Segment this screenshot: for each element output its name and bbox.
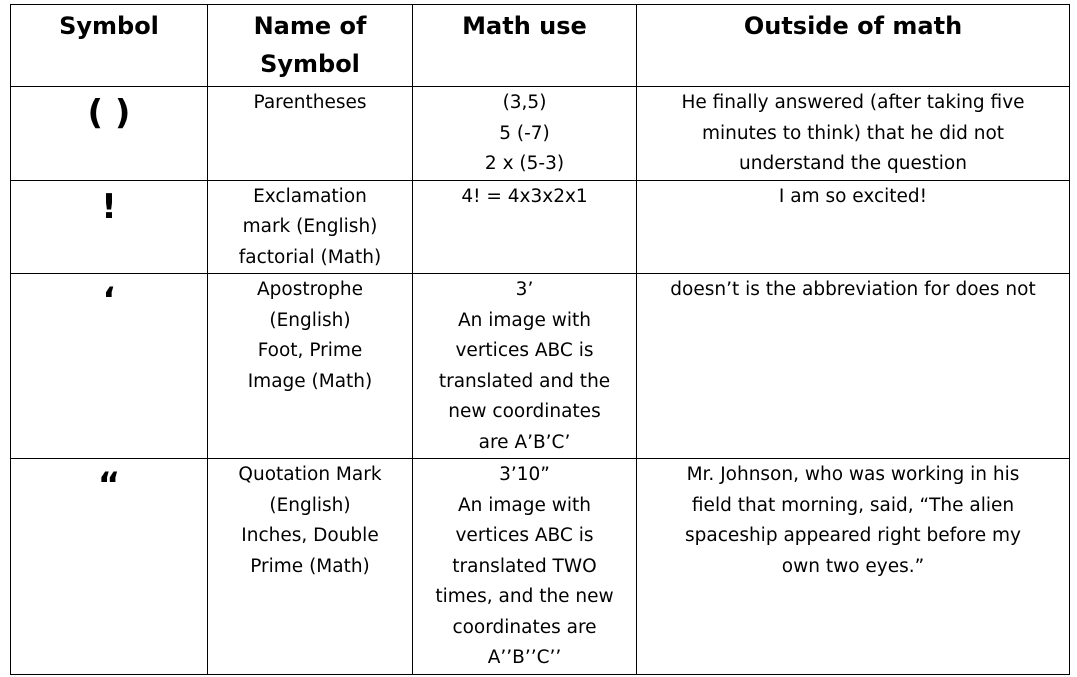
symbol-glyph: ! (101, 186, 117, 227)
name-cell (208, 274, 413, 459)
header-name-of-symbol-text: Name of Symbol (253, 12, 367, 78)
outside-math-cell (637, 274, 1070, 459)
header-symbol (11, 5, 208, 87)
math-use-line: 4! = 4x3x2x1 (461, 185, 588, 207)
math-use-line: times, and the new (435, 586, 614, 607)
math-use-line: 3’ (515, 279, 534, 300)
name-line: (English) (269, 494, 351, 516)
symbol-glyph: ‘ (102, 280, 116, 320)
name-cell (208, 180, 413, 274)
name-cell (208, 459, 413, 675)
name-line: Foot, Prime (257, 340, 363, 361)
header-name-of-symbol (208, 5, 413, 87)
math-use-line: coordinates are (452, 616, 597, 638)
name-line: Prime (Math) (250, 555, 370, 577)
name-line: Exclamation (253, 185, 367, 207)
math-use-line: An image with (457, 494, 591, 516)
name-line: mark (English) (242, 216, 378, 237)
outside-math-line: doesn’t is the abbreviation for does not (670, 279, 1036, 300)
header-outside-of-math-text: Outside of math (743, 12, 963, 40)
math-use-line: 2 x (5-3) (484, 153, 565, 174)
symbols-table (10, 4, 1070, 675)
math-use-line: (3,5) (502, 92, 547, 113)
math-use-line: new coordinates (448, 401, 601, 422)
header-outside-of-math (637, 5, 1070, 87)
symbol-cell (11, 87, 208, 181)
math-use-line: A’’B’’C’’ (487, 647, 562, 668)
math-use-line: translated TWO (452, 555, 597, 577)
header-math-use (413, 5, 637, 87)
symbol-cell (11, 180, 208, 274)
outside-math-line: spaceship appeared right before my (685, 525, 1021, 546)
outside-math-cell (637, 459, 1070, 675)
name-line: factorial (Math) (238, 246, 382, 268)
table-row (11, 87, 1070, 181)
outside-math-cell (637, 180, 1070, 274)
name-line: Image (Math) (247, 370, 373, 392)
math-use-line: 3’10” (499, 464, 550, 485)
outside-math-line: Mr. Johnson, who was working in his (686, 464, 1020, 485)
name-line: (English) (269, 309, 351, 331)
outside-math-line: field that morning, said, “The alien (691, 494, 1015, 516)
outside-math-line: understand the question (739, 153, 967, 174)
table-header-row (11, 5, 1070, 87)
math-use-cell (413, 87, 637, 181)
outside-math-line: I am so excited! (778, 185, 928, 207)
math-use-cell (413, 459, 637, 675)
math-use-line: are A’B’C’ (478, 431, 571, 453)
name-line: Parentheses (253, 92, 367, 113)
table-row (11, 459, 1070, 675)
math-use-line: translated and the (438, 370, 611, 392)
outside-math-line: He finally answered (after taking five (681, 92, 1025, 113)
math-use-cell (413, 180, 637, 274)
outside-math-line: own two eyes.” (781, 555, 925, 577)
outside-math-cell (637, 87, 1070, 181)
table-row (11, 180, 1070, 274)
header-math-use-text: Math use (462, 12, 587, 40)
header-symbol-text: Symbol (59, 12, 159, 40)
symbol-glyph: ( ) (87, 93, 131, 133)
symbol-cell (11, 274, 208, 459)
name-line: Inches, Double (241, 525, 379, 546)
math-use-line: vertices ABC is (455, 525, 594, 546)
math-use-line: An image with (457, 309, 591, 331)
name-line: Apostrophe (257, 279, 363, 300)
math-use-line: vertices ABC is (455, 340, 594, 361)
outside-math-line: minutes to think) that he did not (701, 122, 1005, 144)
name-cell (208, 87, 413, 181)
math-use-line: 5 (-7) (499, 122, 550, 144)
symbol-glyph: “ (97, 465, 121, 505)
symbol-cell (11, 459, 208, 675)
table-row (11, 274, 1070, 459)
math-use-cell (413, 274, 637, 459)
name-line: Quotation Mark (238, 464, 382, 485)
